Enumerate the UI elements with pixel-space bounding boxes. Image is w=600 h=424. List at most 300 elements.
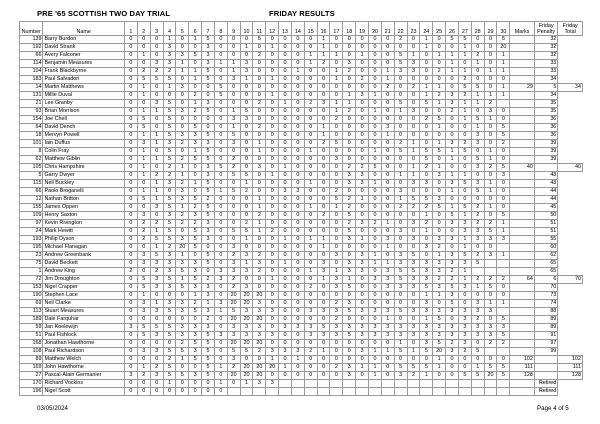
- column-header: 28: [471, 22, 484, 36]
- section-score-cell: 3: [446, 292, 459, 300]
- section-score-cell: 0: [407, 76, 420, 84]
- marks-cell: [510, 76, 535, 84]
- section-score-cell: 20: [176, 244, 189, 252]
- section-score-cell: 2: [150, 172, 163, 180]
- section-score-cell: 3: [433, 268, 446, 276]
- section-score-cell: 3: [176, 132, 189, 140]
- column-header: 15: [304, 22, 317, 36]
- section-score-cell: 0: [240, 132, 253, 140]
- friday-penalty-cell: 99: [534, 348, 557, 356]
- section-score-cell: 3: [240, 268, 253, 276]
- section-score-cell: 0: [227, 220, 240, 228]
- section-score-cell: 0: [291, 92, 304, 100]
- rider-name: Avery Falconer: [43, 52, 125, 60]
- section-score-cell: 1: [458, 244, 471, 252]
- section-score-cell: 3: [381, 332, 394, 340]
- section-score-cell: 0: [433, 180, 446, 188]
- section-score-cell: 0: [369, 228, 382, 236]
- section-score-cell: 0: [407, 132, 420, 140]
- section-score-cell: 3: [394, 324, 407, 332]
- section-score-cell: 0: [446, 356, 459, 364]
- section-score-cell: 3: [240, 60, 253, 68]
- section-score-cell: 3: [317, 100, 330, 108]
- section-score-cell: [471, 388, 484, 396]
- section-score-cell: 2: [253, 124, 266, 132]
- section-score-cell: 0: [124, 260, 137, 268]
- section-score-cell: 0: [471, 172, 484, 180]
- section-score-cell: 0: [124, 388, 137, 396]
- section-score-cell: 1: [343, 276, 356, 284]
- section-score-cell: 0: [202, 124, 215, 132]
- section-score-cell: 0: [330, 180, 343, 188]
- section-score-cell: 5: [446, 300, 459, 308]
- section-score-cell: 0: [291, 300, 304, 308]
- section-score-cell: 5: [163, 228, 176, 236]
- section-score-cell: 0: [266, 316, 279, 324]
- section-score-cell: 1: [484, 188, 497, 196]
- section-score-cell: 0: [381, 92, 394, 100]
- section-score-cell: 3: [381, 268, 394, 276]
- section-score-cell: 0: [240, 196, 253, 204]
- section-score-cell: 5: [189, 276, 202, 284]
- section-score-cell: 2: [330, 116, 343, 124]
- marks-cell: [510, 268, 535, 276]
- section-score-cell: 0: [214, 372, 227, 380]
- section-score-cell: 0: [446, 76, 459, 84]
- section-score-cell: 3: [458, 340, 471, 348]
- section-score-cell: 3: [202, 284, 215, 292]
- section-score-cell: 1: [330, 204, 343, 212]
- section-score-cell: 0: [484, 356, 497, 364]
- rider-number: 183: [20, 76, 43, 84]
- section-score-cell: 1: [497, 220, 510, 228]
- section-score-cell: 3: [407, 68, 420, 76]
- section-score-cell: 0: [446, 228, 459, 236]
- friday-penalty-cell: 35: [534, 108, 557, 116]
- section-score-cell: 5: [202, 364, 215, 372]
- section-score-cell: 0: [291, 140, 304, 148]
- section-score-cell: [381, 380, 394, 388]
- section-score-cell: 0: [214, 260, 227, 268]
- section-score-cell: 0: [189, 116, 202, 124]
- section-score-cell: 0: [420, 252, 433, 260]
- table-row: [20, 84, 583, 92]
- section-score-cell: 0: [124, 236, 137, 244]
- section-score-cell: 0: [137, 180, 150, 188]
- section-score-cell: 5: [407, 364, 420, 372]
- section-score-cell: 0: [381, 292, 394, 300]
- section-score-cell: 0: [484, 172, 497, 180]
- section-score-cell: 0: [369, 300, 382, 308]
- friday-penalty-cell: [534, 364, 557, 372]
- section-score-cell: 3: [240, 284, 253, 292]
- section-score-cell: 0: [304, 84, 317, 92]
- marks-cell: [510, 180, 535, 188]
- section-score-cell: 20: [266, 364, 279, 372]
- section-score-cell: 3: [137, 348, 150, 356]
- section-score-cell: 0: [330, 60, 343, 68]
- section-score-cell: 3: [381, 236, 394, 244]
- section-score-cell: 1: [420, 316, 433, 324]
- section-score-cell: 3: [189, 212, 202, 220]
- section-score-cell: 0: [369, 284, 382, 292]
- friday-penalty-cell: 65: [534, 268, 557, 276]
- section-score-cell: 3: [176, 260, 189, 268]
- section-score-cell: 0: [253, 172, 266, 180]
- table-row: [20, 228, 583, 236]
- section-score-cell: 0: [163, 92, 176, 100]
- results-table: [19, 21, 583, 396]
- section-score-cell: 5: [471, 84, 484, 92]
- section-score-cell: 0: [420, 68, 433, 76]
- section-score-cell: 0: [240, 92, 253, 100]
- section-score-cell: 1: [137, 92, 150, 100]
- section-score-cell: 2: [330, 188, 343, 196]
- section-score-cell: 5: [458, 372, 471, 380]
- section-score-cell: 1: [137, 172, 150, 180]
- section-score-cell: 0: [304, 244, 317, 252]
- section-score-cell: 0: [266, 244, 279, 252]
- section-score-cell: 0: [279, 116, 292, 124]
- section-score-cell: 0: [420, 356, 433, 364]
- marks-cell: [510, 380, 535, 388]
- section-score-cell: 0: [381, 36, 394, 44]
- section-score-cell: 1: [176, 172, 189, 180]
- section-score-cell: 0: [266, 372, 279, 380]
- section-score-cell: 0: [394, 236, 407, 244]
- section-score-cell: 0: [381, 52, 394, 60]
- section-score-cell: 0: [214, 156, 227, 164]
- section-score-cell: 0: [253, 68, 266, 76]
- report-title: PRE '65 SCOTTISH TWO DAY TRIAL: [37, 9, 171, 18]
- section-score-cell: 0: [214, 108, 227, 116]
- friday-penalty-cell: 39: [534, 140, 557, 148]
- section-score-cell: 1: [163, 36, 176, 44]
- section-score-cell: [484, 260, 497, 268]
- section-score-cell: [420, 388, 433, 396]
- section-score-cell: 0: [471, 148, 484, 156]
- section-score-cell: 1: [394, 196, 407, 204]
- section-score-cell: 3: [291, 348, 304, 356]
- section-score-cell: 0: [240, 244, 253, 252]
- section-score-cell: [317, 388, 330, 396]
- section-score-cell: 0: [214, 148, 227, 156]
- section-score-cell: [497, 380, 510, 388]
- rider-number: 104: [20, 68, 43, 76]
- section-score-cell: 5: [214, 92, 227, 100]
- section-score-cell: 0: [291, 228, 304, 236]
- section-score-cell: 2: [240, 220, 253, 228]
- section-score-cell: [394, 388, 407, 396]
- section-score-cell: 20: [227, 340, 240, 348]
- section-score-cell: 3: [471, 332, 484, 340]
- section-score-cell: 1: [189, 180, 202, 188]
- rider-name: Matthew Welch: [43, 356, 125, 364]
- section-score-cell: 1: [369, 348, 382, 356]
- section-score-cell: 0: [343, 140, 356, 148]
- section-score-cell: 1: [446, 148, 459, 156]
- section-score-cell: 3: [176, 300, 189, 308]
- section-score-cell: 0: [266, 84, 279, 92]
- section-score-cell: 0: [214, 236, 227, 244]
- section-score-cell: 0: [124, 44, 137, 52]
- section-score-cell: 0: [369, 244, 382, 252]
- section-score-cell: 0: [279, 356, 292, 364]
- section-score-cell: 5: [471, 188, 484, 196]
- section-score-cell: 0: [291, 332, 304, 340]
- section-score-cell: 0: [407, 92, 420, 100]
- section-score-cell: 1: [497, 68, 510, 76]
- friday-total-cell: 70: [558, 276, 583, 284]
- section-score-cell: 0: [189, 84, 202, 92]
- column-header: 26: [446, 22, 459, 36]
- section-score-cell: 1: [150, 300, 163, 308]
- section-score-cell: 3: [471, 324, 484, 332]
- section-score-cell: 0: [279, 284, 292, 292]
- section-score-cell: 0: [266, 116, 279, 124]
- section-score-cell: 0: [150, 212, 163, 220]
- section-score-cell: 0: [291, 260, 304, 268]
- section-score-cell: 3: [446, 324, 459, 332]
- table-row: [20, 140, 583, 148]
- friday-total-cell: 102: [558, 356, 583, 364]
- section-score-cell: 3: [266, 332, 279, 340]
- section-score-cell: 3: [176, 52, 189, 60]
- section-score-cell: 0: [150, 84, 163, 92]
- section-score-cell: 0: [317, 180, 330, 188]
- section-score-cell: 1: [369, 364, 382, 372]
- section-score-cell: 0: [291, 236, 304, 244]
- section-score-cell: 1: [317, 52, 330, 60]
- section-score-cell: 0: [330, 356, 343, 364]
- section-score-cell: 0: [381, 228, 394, 236]
- section-score-cell: 3: [150, 332, 163, 340]
- section-score-cell: 3: [420, 268, 433, 276]
- section-score-cell: 1: [137, 188, 150, 196]
- section-score-cell: 0: [394, 156, 407, 164]
- section-score-cell: 3: [317, 260, 330, 268]
- section-score-cell: 0: [304, 92, 317, 100]
- section-score-cell: 3: [471, 180, 484, 188]
- section-score-cell: [227, 388, 240, 396]
- section-score-cell: 0: [266, 236, 279, 244]
- rider-number: 14: [20, 84, 43, 92]
- section-score-cell: 3: [407, 276, 420, 284]
- section-score-cell: 2: [394, 204, 407, 212]
- section-score-cell: 2: [484, 220, 497, 228]
- section-score-cell: 0: [291, 268, 304, 276]
- marks-cell: [510, 116, 535, 124]
- rider-name: Frank Blackbyrne: [43, 68, 125, 76]
- section-score-cell: 2: [163, 172, 176, 180]
- section-score-cell: 5: [202, 340, 215, 348]
- section-score-cell: 0: [317, 92, 330, 100]
- section-score-cell: 5: [394, 276, 407, 284]
- section-score-cell: 0: [304, 172, 317, 180]
- section-score-cell: 5: [202, 180, 215, 188]
- section-score-cell: 0: [253, 284, 266, 292]
- section-score-cell: 0: [446, 196, 459, 204]
- section-score-cell: 1: [150, 188, 163, 196]
- section-score-cell: 0: [214, 196, 227, 204]
- section-score-cell: 0: [291, 308, 304, 316]
- section-score-cell: [369, 380, 382, 388]
- friday-penalty-cell: 44: [534, 188, 557, 196]
- section-score-cell: 3: [381, 124, 394, 132]
- section-score-cell: 0: [356, 36, 369, 44]
- section-score-cell: 5: [202, 356, 215, 364]
- section-score-cell: 1: [484, 116, 497, 124]
- rider-number: 195: [20, 244, 43, 252]
- section-score-cell: 0: [291, 180, 304, 188]
- section-score-cell: 0: [356, 108, 369, 116]
- section-score-cell: 3: [137, 212, 150, 220]
- section-score-cell: 1: [369, 252, 382, 260]
- section-score-cell: 2: [471, 252, 484, 260]
- section-score-cell: 3: [471, 140, 484, 148]
- section-score-cell: 1: [433, 292, 446, 300]
- section-score-cell: 1: [176, 164, 189, 172]
- section-score-cell: 1: [458, 68, 471, 76]
- rider-number: 12: [20, 196, 43, 204]
- section-score-cell: 0: [291, 220, 304, 228]
- rider-name: Iain Duffus: [43, 140, 125, 148]
- table-row: [20, 340, 583, 348]
- section-score-cell: 2: [189, 220, 202, 228]
- marks-cell: [510, 244, 535, 252]
- section-score-cell: 3: [497, 172, 510, 180]
- section-score-cell: 3: [343, 300, 356, 308]
- section-score-cell: 1: [369, 260, 382, 268]
- section-score-cell: [433, 380, 446, 388]
- section-score-cell: 0: [446, 44, 459, 52]
- rider-number: 59: [20, 324, 43, 332]
- footer-page-number: Page 4 of 5: [537, 405, 569, 412]
- section-score-cell: 3: [253, 332, 266, 340]
- section-score-cell: 0: [497, 284, 510, 292]
- section-score-cell: 3: [150, 372, 163, 380]
- section-score-cell: 1: [446, 60, 459, 68]
- section-score-cell: 0: [394, 220, 407, 228]
- section-score-cell: 3: [202, 236, 215, 244]
- section-score-cell: 1: [369, 108, 382, 116]
- section-score-cell: 0: [291, 364, 304, 372]
- section-score-cell: 1: [189, 292, 202, 300]
- section-score-cell: 0: [304, 316, 317, 324]
- section-score-cell: 5: [202, 76, 215, 84]
- section-score-cell: 0: [124, 228, 137, 236]
- friday-penalty-cell: 70: [534, 284, 557, 292]
- section-score-cell: 1: [356, 52, 369, 60]
- table-row: [20, 212, 583, 220]
- section-score-cell: 3: [189, 372, 202, 380]
- section-score-cell: 0: [137, 340, 150, 348]
- section-score-cell: 2: [420, 164, 433, 172]
- section-score-cell: 3: [227, 324, 240, 332]
- section-score-cell: 3: [330, 284, 343, 292]
- column-header: 29: [484, 22, 497, 36]
- section-score-cell: 2: [420, 204, 433, 212]
- section-score-cell: 0: [279, 340, 292, 348]
- section-score-cell: 0: [330, 84, 343, 92]
- rider-number: 101: [20, 140, 43, 148]
- rider-number: 51: [20, 332, 43, 340]
- section-score-cell: 0: [407, 44, 420, 52]
- section-score-cell: 0: [369, 236, 382, 244]
- section-score-cell: 0: [291, 316, 304, 324]
- marks-cell: [510, 100, 535, 108]
- section-score-cell: 3: [471, 164, 484, 172]
- column-header: 8: [214, 22, 227, 36]
- section-score-cell: 5: [484, 284, 497, 292]
- section-score-cell: 5: [420, 196, 433, 204]
- section-score-cell: 2: [343, 164, 356, 172]
- section-score-cell: 2: [343, 108, 356, 116]
- marks-cell: [510, 60, 535, 68]
- section-score-cell: 0: [176, 292, 189, 300]
- section-score-cell: 5: [394, 308, 407, 316]
- section-score-cell: 1: [458, 52, 471, 60]
- section-score-cell: 5: [189, 340, 202, 348]
- section-score-cell: 0: [279, 132, 292, 140]
- section-score-cell: 0: [304, 140, 317, 148]
- section-score-cell: 1: [484, 180, 497, 188]
- section-score-cell: 3: [381, 276, 394, 284]
- section-score-cell: 0: [458, 300, 471, 308]
- table-row: [20, 388, 583, 396]
- section-score-cell: 5: [163, 220, 176, 228]
- section-score-cell: 3: [163, 252, 176, 260]
- section-score-cell: 0: [497, 204, 510, 212]
- section-score-cell: 0: [317, 228, 330, 236]
- section-score-cell: 0: [317, 340, 330, 348]
- friday-penalty-cell: 6: [534, 276, 557, 284]
- section-score-cell: 0: [304, 212, 317, 220]
- column-header: Name: [43, 22, 125, 36]
- section-score-cell: 2: [189, 300, 202, 308]
- section-score-cell: 1: [420, 292, 433, 300]
- column-header: 1: [124, 22, 137, 36]
- section-score-cell: 0: [446, 164, 459, 172]
- section-score-cell: 3: [163, 284, 176, 292]
- section-score-cell: 0: [369, 140, 382, 148]
- friday-penalty-cell: 74: [534, 300, 557, 308]
- section-score-cell: 0: [279, 220, 292, 228]
- section-score-cell: 20: [240, 316, 253, 324]
- section-score-cell: 3: [433, 308, 446, 316]
- section-score-cell: 3: [446, 260, 459, 268]
- section-score-cell: 0: [150, 52, 163, 60]
- section-score-cell: 0: [343, 36, 356, 44]
- section-score-cell: 1: [484, 204, 497, 212]
- section-score-cell: 0: [279, 52, 292, 60]
- section-score-cell: 0: [484, 316, 497, 324]
- section-score-cell: 5: [176, 268, 189, 276]
- table-row: [20, 372, 583, 380]
- marks-cell: [510, 228, 535, 236]
- section-score-cell: 1: [343, 100, 356, 108]
- section-score-cell: 3: [343, 364, 356, 372]
- section-score-cell: [343, 380, 356, 388]
- rider-number: 1: [20, 268, 43, 276]
- marks-cell: [510, 212, 535, 220]
- section-score-cell: 0: [176, 44, 189, 52]
- section-score-cell: 3: [356, 332, 369, 340]
- section-score-cell: 0: [317, 84, 330, 92]
- section-score-cell: 0: [420, 52, 433, 60]
- rider-name: Nathan Britton: [43, 196, 125, 204]
- section-score-cell: 1: [420, 228, 433, 236]
